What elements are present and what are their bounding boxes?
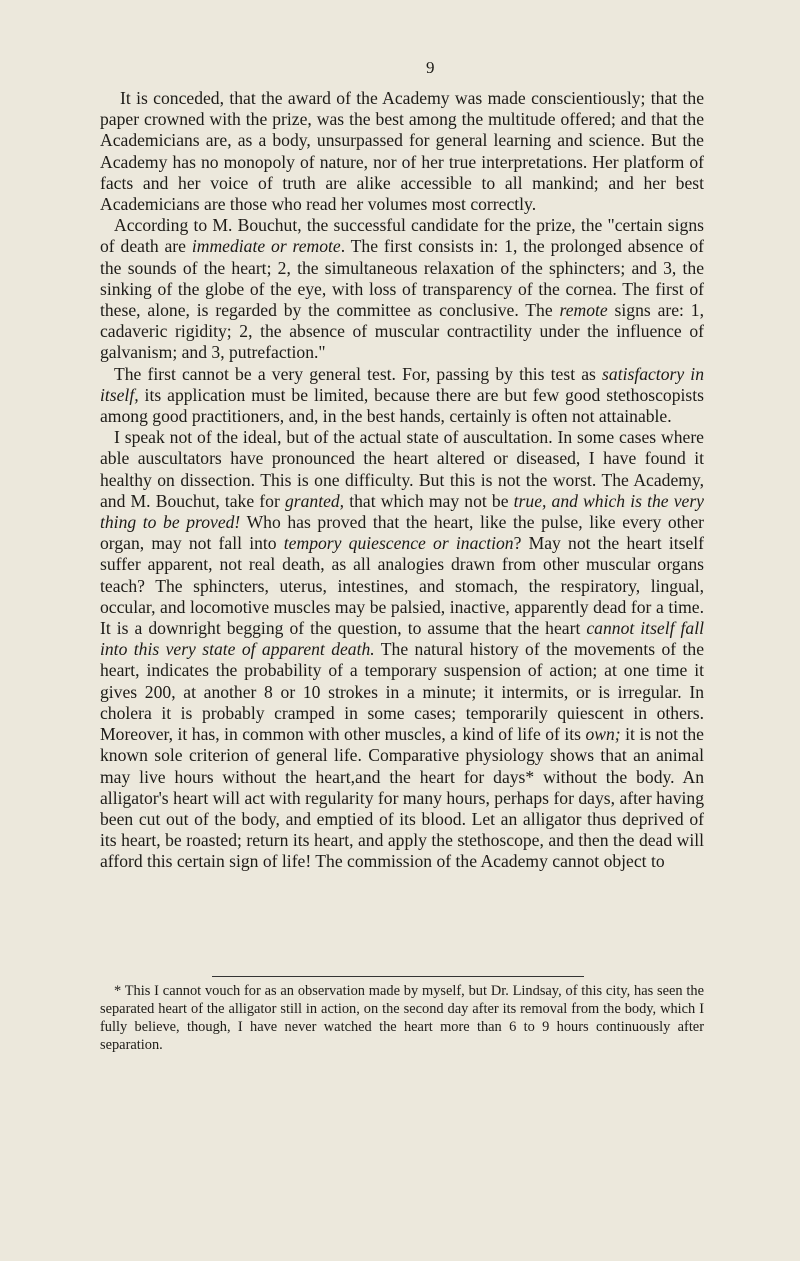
text-run: that which may not be	[344, 490, 514, 511]
footnote-rule	[212, 976, 584, 977]
text-run: . The first consists in: 1, the prolonged absence of the sounds of the heart; 2, the simultaneous relaxation of the sphincters; and 3, the sinking of the globe of the eye, with loss of transparency of the cornea. The first of these, alone, is regarded by the committee as conclusive. The	[100, 236, 704, 321]
text-run: signs are: 1, cadaveric rigidity; 2, the absence of muscular contractility under the influence of galvanism; and 3, putrefaction."	[100, 300, 704, 363]
page-number: 9	[426, 58, 435, 77]
text-run: The natural history of the movements of the heart, indicates the probability of a temporary suspension of action; at one time it gives 200, at another 8 or 10 strokes in a minute; it intermits, or is irregular. In cholera it is probably cramped in some cases; temporarily quiescent in others. Moreover, it has, in common with other muscles, a kind of life of its	[100, 639, 705, 745]
italic-run: tempory quiescence or inaction	[283, 533, 514, 554]
italic-run: immediate or remote	[191, 236, 341, 257]
footnote: * This I cannot vouch for as an observation made by myself, but Dr. Lindsay, of this city, has seen the separated heart of the alligator still in action, on the second day after its removal from the body, which I fully believe, though, I have never watched the heart more than 6 to 9 hours continuously after separation.	[100, 983, 704, 1053]
body-text	[100, 88, 704, 873]
italic-run: cannot itself fall into this very state of apparent death.	[100, 618, 704, 660]
italic-run: remote	[559, 300, 608, 321]
text-run: ? May not the heart itself suffer apparent, not real death, as all analogies drawn from other muscular organs teach? The sphincters, uterus, intestines, and stomach, the respiratory, lingual, occular, and locomotive muscles may be palsied, inactive, apparently dead for a time. It is a downright begging of the question, to assume that the heart	[100, 533, 704, 639]
italic-run: satisfactory in itself,	[100, 363, 704, 405]
text-run: Who has proved that the heart, like the pulse, like every other organ, may not fall into	[100, 512, 705, 554]
text-run: It is conceded, that the award of the Academy was made conscientiously; that the paper crowned with the prize, was the best among the multitude offered; and that the Academicians are, as a body, unsurpassed for general learning and science. But the Academy has no monopoly of nature, nor of her true interpretations. Her platform of facts and her voice of truth are alike accessible to all mankind; and her best Academicians are those who read her volumes most correctly.	[100, 88, 704, 215]
text-run: its application must be limited, because there are but few good stethoscopists among good practitioners, and, in the best hands, certainly is often not attainable.	[100, 384, 704, 427]
italic-run: own;	[585, 724, 621, 745]
italic-run: granted,	[284, 490, 345, 511]
paragraph	[100, 215, 704, 363]
paragraph	[100, 88, 704, 215]
text-run: I speak not of the ideal, but of the actual state of auscultation. In some cases where able auscultators have pronounced the heart altered or diseased, I have found it healthy on dissection. This is one difficulty. But this is not the worst. The Academy, and M. Bouchut, take for	[100, 427, 704, 511]
text-run: The first cannot be a very general test. For, passing by this test as	[114, 363, 603, 384]
paragraph	[100, 427, 704, 872]
text-run: According to M. Bouchut, the successful candidate for the prize, the "certain signs of death are	[100, 215, 704, 257]
italic-run: true, and which is the very thing to be proved!	[100, 490, 704, 533]
text-run: it is not the known sole criterion of general life. Comparative physiology shows that an animal may live hours without the heart,and the heart for days* without the body. An alligator's heart will act with regularity for many hours, perhaps for days, after having been cut out of the body, and emptied of its blood. Let an alligator thus deprived of its heart, be roasted; return its heart, and apply the stethoscope, and then the dead will afford this certain sign of life! The commission of the Academy cannot object to	[100, 724, 704, 872]
paragraph	[100, 364, 704, 428]
